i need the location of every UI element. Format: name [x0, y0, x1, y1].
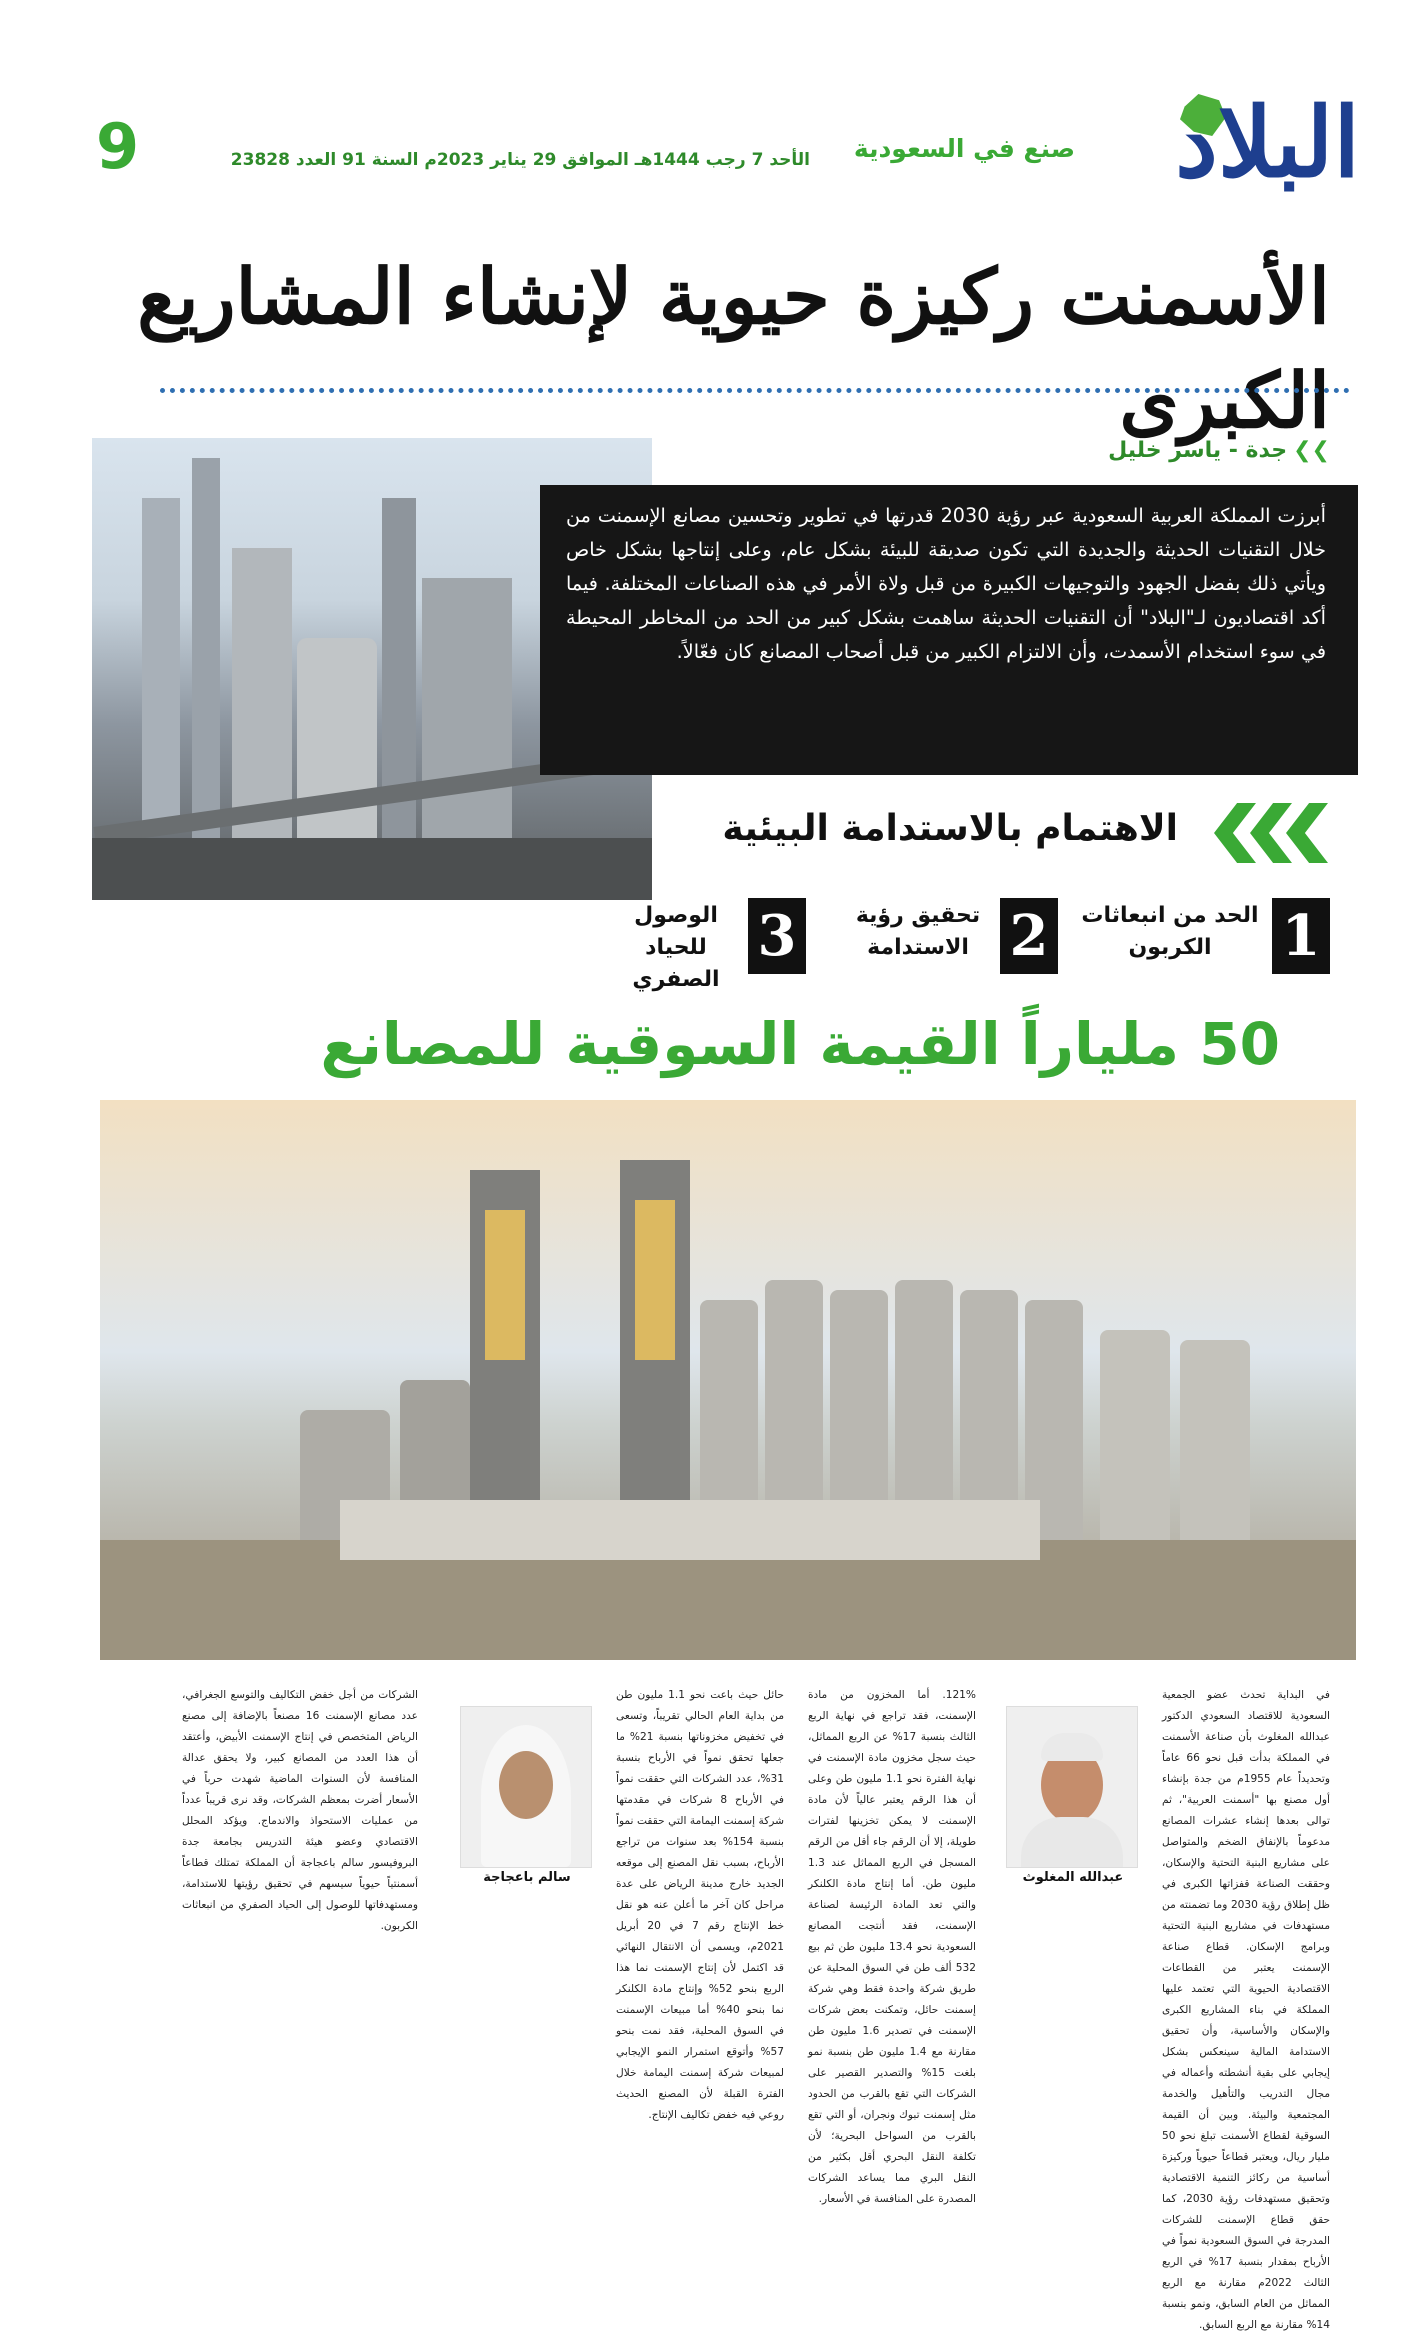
goal-number: 2: [1000, 898, 1058, 974]
dotted-divider: [160, 388, 1350, 393]
goal-label: الحد من انبعاثات الكربون: [1081, 903, 1259, 960]
portrait-caption: عبدالله المغلوث: [1022, 1870, 1124, 1885]
chevron-icon: ❯❯: [1293, 438, 1330, 463]
byline-text: جدة - ياسر خليل: [1108, 438, 1288, 463]
logo-text: البلاد: [1175, 86, 1360, 199]
goal-label: تحقيق رؤية الاستدامة: [855, 903, 981, 960]
newspaper-logo: [1150, 88, 1360, 198]
goal-label: الوصول للحياد الصفري: [632, 903, 720, 992]
lead-summary-box: [540, 485, 1356, 775]
article-column: حائل حيث باعت نحو 1.1 مليون طن من بداية العام الحالي تقريباً، وتسعى في تخفيض مخزوناتها بنسبة 21% ما جعلها تحقق نمواً في الأرباح بنسبة 31%، عدد الشركات التي حققت نمواً في الأرباح 8 شركات في مقدمتها شركة إسمنت اليمامة التي حققت نمواً بنسبة 154% بعد سنوات من تراجع الأرباح، بسبب نقل المصنع إلى موقعه الجديد خارج مدينة الرياض على عدة مراحل كان آخر ما أعلن عنه هو نقل خط الإنتاج رقم 7 في 20 أبريل 2021م، ويسمى أن الانتقال النهائي قد اكتمل لأن إنتاج الإسمنت نما هذا الربع بنحو 52% وإنتاج مادة الكلنكر نما بنحو 40% أما مبيعات الإسمنت في السوق المحلية، فقد نمت بنحو 57% وأتوقع استمرار النمو الإيجابي لمبيعات شركة إسمنت اليمامة خلال الفترة القبلة لأن المصنع الحديث روعي فيه خفض تكاليف الإنتاج.: [616, 1689, 785, 2121]
goal-number: 3: [748, 898, 806, 974]
article-column: في البداية تحدث عضو الجمعية السعودية للاقتصاد السعودي الدكتور عبدالله المغلوث بأن صناعة الأسمنت في المملكة بدأت قبل نحو 66 عاماً وتحديداً عام 1955م من جدة بإنشاء أول مصنع بها "أسمنت العربية"، ثم توالى بعدها إنشاء عشرات المصانع مدعوماً بالإنفاق الضخم والمتواصل على مشاريع البنية التحتية والإسكان، وحققت الصناعة قفزاتها الكبرى في ظل إطلاق رؤية 2030 وما تضمنته من مستهدفات في مشاريع البنية التحتية وبرامج الإسكان. قطاع صناعة الإسمنت يعتبر من القطاعات الاقتصادية الحيوية التي تعتمد عليها المملكة في بناء المشاريع الكبرى والإسكان والأساسية، وأن تحقيق الاستدامة المالية سينعكس بشكل إيجابي على بقية أنشطته وأعماله في مجال التدريب والتأهيل والخدمة المجتمعية والبيئة. وبين أن القيمة السوقية لقطاع الأسمنت تبلغ نحو 50 مليار ريال، ويعتبر قطاعاً حيوياً وركيزة أساسية من ركائز التنمية الاقتصادية وتحقيق مستهدفات رؤية 2030، كما حقق قطاع الإسمنت للشركات المدرجة في السوق السعودية نمواً في الأرباح بمقدار بنسبة 17% في الربع الثالث 2022م مقارنة مع الربع المماثل من العام السابق، ونمو بنسبة 14% مقارنة مع الربع السابق.: [1162, 1689, 1330, 2331]
portrait-photo: [460, 1706, 592, 1868]
made-in-saudi-tagline: صنع في السعودية: [853, 134, 1075, 163]
cement-factory-aerial-photo: [100, 1100, 1356, 1660]
page-number: 9: [96, 110, 140, 183]
article-column: الشركات من أجل خفض التكاليف والتوسع الجغرافي، عدد مصانع الإسمنت 16 مصنعاً بالإضافة إلى مصنع الرياض المتخصص في إنتاج الإسمنت الأبيض، وأعتقد أن هذا العدد من المصانع كبير، ولا يحقق عدالة المنافسة لأن السنوات الماضية شهدت حرباً في الأسعار أضرت بمعظم الشركات، وقد نرى قريباً عدداً من عمليات الاستحواذ والاندماج. ويؤكد المحلل الاقتصادي وعضو هيئة التدريس بجامعة جدة البروفيسور سالم باعجاجة أن المملكة تمتلك قطاعاً أسمنتياً حيوياً سيسهم في تحقيق رؤيتها للاستدامة، ومستهدفاتها للوصول إلى الحياد الصفري من انبعاثات الكربون.: [182, 1689, 418, 1932]
dateline: الأحد 7 رجب 1444هـ الموافق 29 يناير 2023م السنة 91 العدد 23828: [230, 150, 810, 170]
portrait-caption: سالم باعجاجة: [483, 1870, 571, 1885]
market-value-headline: 50 ملياراً القيمة السوقية للمصانع: [320, 1010, 1280, 1078]
goal-number: 1: [1272, 898, 1330, 974]
article-column: 121%. أما المخزون من مادة الإسمنت، فقد تراجع في نهاية الربع الثالث بنسبة 17% عن الربع المماثل، حيث سجل مخزون مادة الإسمنت في نهاية الفترة نحو 1.1 مليون طن وعلى أن هذا الرقم يعتبر عالياً لأن مادة الإسمنت لا يمكن تخزينها لفترات طويلة، إلا أن الرقم جاء أقل من الرقم المسجل في الربع المماثل عند 1.3 مليون طن. أما إنتاج مادة الكلنكر والتي تعد المادة الرئيسة لصناعة الإسمنت، فقد أنتجت المصانع السعودية نحو 13.4 مليون طن ثم بيع 532 ألف طن في السوق المحلية عن طريق شركة واحدة فقط وهي شركة إسمنت حائل، وتمكنت بعض شركات الإسمنت في تصدير 1.6 مليون طن مقارنة مع 1.4 مليون طن بنسبة نمو بلغت 15% والتصدير القصير على الشركات التي تقع بالقرب من الحدود مثل إسمنت تبوك ونجران، أو التي تقع بالقرب من السواحل البحرية؛ لأن تكلفة النقل البحري أقل بكثير من النقل البري مما يساعد الشركات المصدرة على المنافسة في الأسعار.: [808, 1689, 977, 2205]
section-chevrons-icon: [1188, 803, 1328, 863]
lead-text: أبرزت المملكة العربية السعودية عبر رؤية 2030 قدرتها في تطوير وتحسين مصانع الإسمنت من خلال التقنيات الحديثة والجديدة التي تكون صديقة للبيئة بشكل عام، وعلى إنتاجها بشكل خاص ويأتي ذلك بفضل الجهود والتوجيهات الكبيرة من قبل ولاة الأمر في هذه الصناعات المختلفة. فيما أكد اقتصاديون لـ"البلاد" أن التقنيات الحديثة ساهمت بشكل كبير من الحد من المخاطر المحيطة في سوء استخدام الأسمدت، وأن الالتزام الكبير من قبل أصحاب المصانع كان فعّالاً.: [566, 504, 1326, 663]
byline: [1108, 438, 1330, 463]
main-headline: الأسمنت ركيزة حيوية لإنشاء المشاريع الكبرى: [137, 252, 1330, 445]
portrait-photo: [1006, 1706, 1138, 1868]
environment-heading: الاهتمام بالاستدامة البيئية: [722, 808, 1178, 849]
